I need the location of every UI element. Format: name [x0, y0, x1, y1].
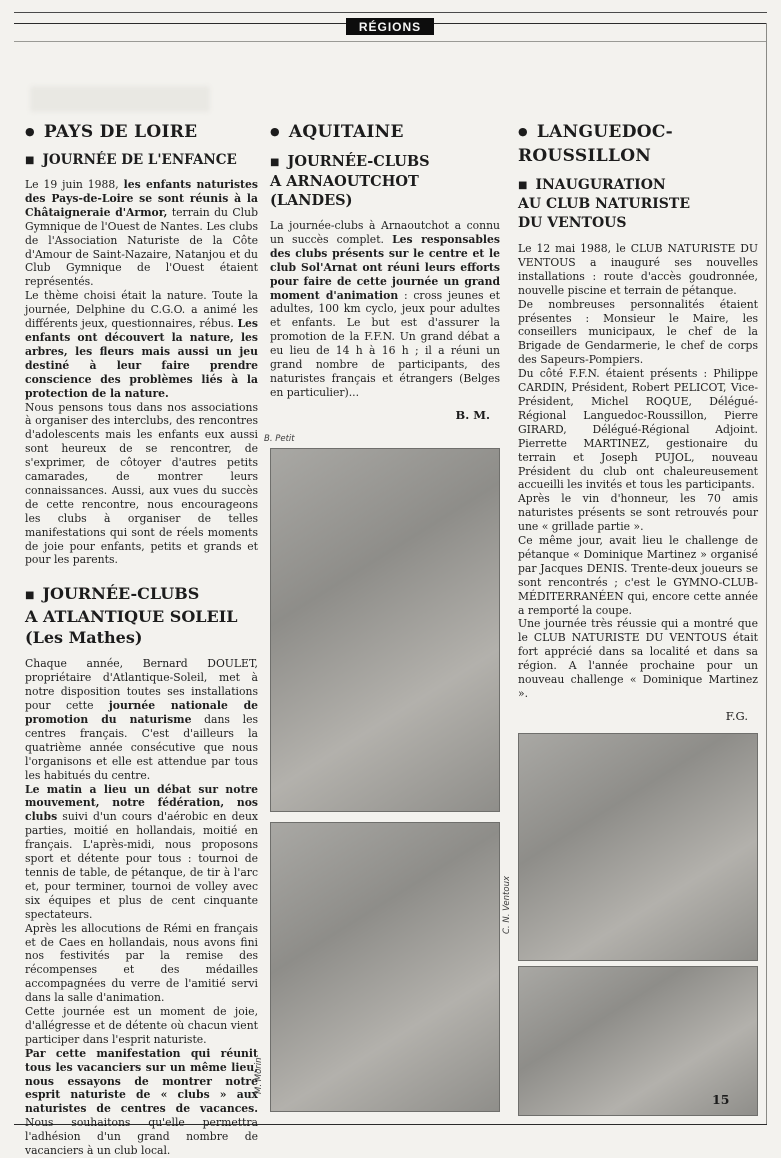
top-rule-3: [14, 41, 767, 42]
heading-inauguration-ventous: [518, 176, 758, 233]
heading-line: (Les Mathes): [25, 628, 143, 648]
heading-line: DU VENTOUS: [518, 215, 627, 231]
bullet-icon: ●: [25, 125, 35, 138]
square-icon: ■: [25, 155, 35, 166]
photo-placeholder: [270, 822, 500, 1112]
paragraph: Du côté F.F.N. étaient présents : Philippe CARDIN, Président, Robert PELICOT, Vice-Président, Michel ROQUE, Délégué-Régional Languedoc-Roussillon, Pierre GIRARD, Délégué-Régional Adjoint. Pierrette MARTINEZ, gestionaire du terrain et Joseph PUJOL, nouveau Président du club ont chaleureusement accueilli les invités et tous les participants.: [518, 367, 758, 492]
heading-line: AU CLUB NATURISTE: [518, 196, 690, 212]
heading-line: (LANDES): [270, 192, 353, 209]
heading-line: INAUGURATION: [535, 177, 666, 193]
paragraph: Le matin a lieu un débat sur notre mouvement, notre fédération, nos clubs suivi d'un cours d'aérobic en deux parties, moitié en hollandais, moitié en français. L'après-midi, nous proposons sport et détente pour tous : tournoi de tennis de table, de pétanque, de tir à l'arc et, pour terminer, tournoi de volley avec six équipes et plus de cent cinquante spectateurs.: [25, 782, 258, 921]
paragraph: Une journée très réussie qui a montré que le CLUB NATURISTE DU VENTOUS était fort apprécié dans sa localité et dans sa région. A l'année prochaine pour un nouveau challenge « Dominique Martinez ».: [518, 617, 758, 700]
section-banner-label: RÉGIONS: [358, 19, 422, 34]
paragraph: Chaque année, Bernard DOULET, propriétaire d'Atlantique-Soleil, met à notre disposition toutes ses installations pour cette journée nationale de promotion du naturisme dans les centres français. C'est d'ailleurs la quatrième année consécutive que nous l'organisons et elle est attendue par tous les habitués du centre.: [25, 657, 258, 782]
paragraph: Le 19 juin 1988, les enfants naturistes des Pays-de-Loire se sont réunis à la Châtaigneraie d'Armor, terrain du Club Gymnique de l'Ouest de Nantes. Les clubs de l'Association Naturiste de la Côte d'Amour de Saint-Nazaire, Natanjou et du Club Gymnique de l'Ouest étaient représentés.: [25, 178, 258, 289]
bullet-icon: ●: [518, 125, 528, 138]
square-icon: ■: [25, 590, 35, 602]
heading-line: JOURNÉE-CLUBS: [287, 153, 430, 170]
paragraph: Le thème choisi était la nature. Toute la journée, Delphine du C.G.O. a animé les différents jeux, questionnaires, rébus. Les enfants ont découvert la nature, les arbres, les fleurs mais aussi un jeu destiné à leur faire prendre conscience des problèmes liés à la protection de la nature.: [25, 289, 258, 400]
article-atlantique-soleil: [25, 657, 258, 1158]
article-arnaoutchot: [270, 219, 500, 400]
article-journee-enfance: [25, 178, 258, 567]
heading-label: JOURNÉE DE L'ENFANCE: [42, 152, 237, 168]
heading-line: JOURNÉE-CLUBS: [42, 584, 200, 604]
paragraph: Après les allocutions de Rémi en français et de Caes en hollandais, nous avons fini nos festivités par la remise des récompenses et des médailles accompagnées du verre de l'amitié servi dans la salle d'animation.: [25, 921, 258, 1005]
column-pays-de-loire: [25, 118, 258, 1158]
region-title-label: PAYS DE LOIRE: [43, 122, 198, 142]
heading-journee-clubs-atlantique: [25, 583, 258, 648]
region-title-line: ROUSSILLON: [518, 146, 652, 166]
scan-artifact: [30, 86, 210, 112]
paragraph: Ce même jour, avait lieu le challenge de pétanque « Dominique Martinez » organisé par Jacques DENIS. Trente-deux joueurs se sont rencontrés ; c'est le GYMNO-CLUB-MÉDITERRANÉEN qui, encore cette année a remporté la coupe.: [518, 534, 758, 617]
photo-placeholder: [518, 733, 758, 961]
square-icon: ■: [270, 157, 280, 168]
paragraph: Le 12 mai 1988, le CLUB NATURISTE DU VENTOUS a inauguré ses nouvelles installations : route d'accès goudronnée, nouvelle piscine et terrain de pétanque.: [518, 242, 758, 297]
paragraph: Par cette manifestation qui réunit tous les vacanciers sur un même lieu, nous essayons de montrer notre esprit naturiste de « clubs » aux naturistes de centres de vacances. Nous souhaitons qu'elle permettra l'adhésion d'un grand nombre de vacanciers à un club local.: [25, 1046, 258, 1158]
paragraph: Cette journée est un moment de joie, d'allégresse et de détente où chacun vient participer dans l'esprit naturiste.: [25, 1005, 258, 1046]
photo-credit: B. Petit: [264, 433, 295, 444]
region-title-label: AQUITAINE: [288, 122, 404, 142]
bullet-icon: ●: [270, 125, 280, 138]
heading-line: A ARNAOUTCHOT: [270, 173, 419, 190]
paragraph: De nombreuses personnalités étaient présentes : Monsieur le Maire, les conseillers municipaux, le chef de la Brigade de Gendarmerie, le chef de corps des Sapeurs-Pompiers.: [518, 297, 758, 367]
column-aquitaine: [264, 118, 500, 1112]
paragraph: La journée-clubs à Arnaoutchot a connu un succès complet. Les responsables des clubs présents sur le centre et le club Sol'Arnat ont réuni leurs efforts pour faire de cette journée un grand moment d'animation : cross jeunes et adultes, 100 km cyclo, jeux pour adultes et enfants. Le but est d'assurer la promotion de la F.F.N. Un grand débat a eu lieu de 14 h à 16 h ; il a réuni un grand nombre de participants, des naturistes français et étrangers (Belges en particulier)...: [270, 219, 500, 399]
region-title-languedoc-roussillon: [518, 120, 758, 168]
photo-placeholder: [270, 448, 500, 812]
photo-credit-vertical: C. N. Ventoux: [502, 876, 512, 934]
top-rule-1: [14, 12, 767, 13]
square-icon: ■: [518, 180, 528, 191]
region-title-aquitaine: [270, 120, 500, 144]
region-title-pays-de-loire: [25, 120, 258, 144]
section-banner: [346, 18, 434, 35]
heading-line: A ATLANTIQUE SOLEIL: [25, 607, 238, 627]
region-title-line: LANGUEDOC-: [536, 122, 674, 142]
photo-credit-vertical: M. Morin: [254, 1057, 264, 1094]
right-edge-rule: [766, 23, 767, 1124]
page-number: 15: [712, 1092, 730, 1107]
column-languedoc-roussillon: [518, 118, 758, 1116]
heading-journee-enfance: [25, 152, 258, 169]
author-initials: B. M.: [455, 407, 490, 422]
author-initials: F.G.: [725, 708, 748, 723]
heading-journee-clubs-arnaoutchot: [270, 152, 500, 210]
paragraph: Nous pensons tous dans nos associations à organiser des interclubs, des rencontres d'adolescents mais les enfants eux aussi sont heureux de se rencontrer, de s'exprimer, de côtoyer d'autres petits camarades, de montrer leurs connaissances. Aussi, aux vues du succès de cette rencontre, nous encourageons les clubs à organiser de telles manifestations qui sont de réels moments de joie pour enfants, petits et grands et pour les parents.: [25, 400, 258, 567]
paragraph: Après le vin d'honneur, les 70 amis naturistes présents se sont retrouvés pour une « grillade partie ».: [518, 492, 758, 534]
article-ventous: [518, 242, 758, 701]
